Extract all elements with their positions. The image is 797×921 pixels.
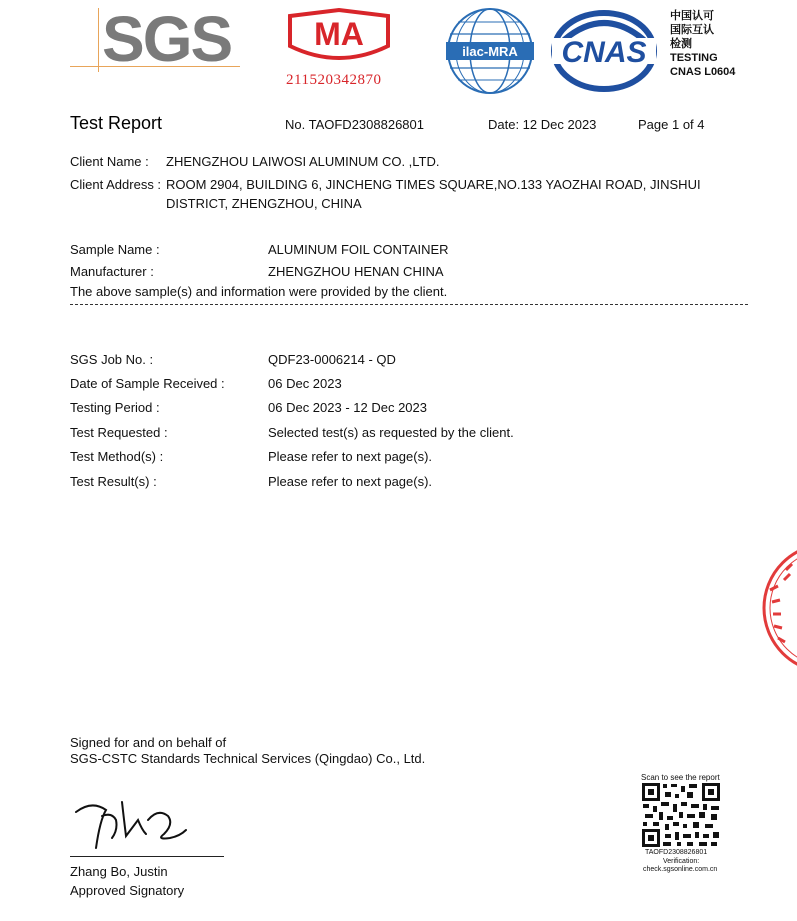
cma-logo (284, 8, 394, 90)
manufacturer-label: Manufacturer : (70, 264, 154, 279)
ilac-globe-icon (444, 6, 536, 96)
job-row-value-1: 06 Dec 2023 (268, 376, 342, 391)
cnas-logo (550, 10, 658, 92)
signature-line (70, 856, 224, 857)
job-row-value-4: Please refer to next page(s). (268, 449, 433, 464)
sample-name-value: ALUMINUM FOIL CONTAINER (268, 242, 449, 257)
qr-verification-url[interactable]: check.sgsonline.com.cn (643, 866, 718, 873)
section-divider (70, 304, 748, 305)
job-row-value-2: 06 Dec 2023 - 12 Dec 2023 (268, 400, 427, 415)
sample-provided-note: The above sample(s) and information were provided by the client. (70, 284, 448, 299)
cnas-mark-icon (550, 10, 658, 92)
client-address-line-1: ROOM 2904, BUILDING 6, JINCHENG TIMES SQUARE,NO.133 YAOZHAI ROAD, JINSHUI (166, 177, 701, 192)
job-row-value-0: QDF23-0006214 - QD (268, 352, 396, 367)
testing-cn-line-2: 国际互认 (670, 24, 714, 36)
cnas-code: CNAS L0604 (670, 66, 736, 78)
company-seal-stamp (756, 540, 797, 676)
qr-caption: Scan to see the report (641, 773, 720, 782)
job-row-value-3: Selected test(s) as requested by the client. (268, 425, 514, 440)
signed-behalf-line-2: SGS-CSTC Standards Technical Services (Qingdao) Co., Ltd. (70, 751, 426, 766)
signed-behalf-line-1: Signed for and on behalf of (70, 735, 227, 750)
job-row-label-4: Test Method(s) : (70, 449, 164, 464)
testing-cn-line-1: 中国认可 (670, 10, 714, 22)
job-row-label-3: Test Requested : (70, 425, 168, 440)
qr-code-icon[interactable] (641, 782, 721, 848)
qr-verification-label: Verification: (663, 858, 700, 865)
client-name-label: Client Name : (70, 154, 149, 169)
handwritten-signature (72, 790, 192, 854)
report-date: Date: 12 Dec 2023 (488, 117, 597, 132)
client-address-line-2: DISTRICT, ZHENGZHOU, CHINA (166, 196, 362, 211)
job-row-label-5: Test Result(s) : (70, 474, 157, 489)
svg-text:ilac-MRA: ilac-MRA (462, 44, 518, 59)
testing-en: TESTING (670, 52, 718, 64)
client-address-label: Client Address : (70, 177, 162, 192)
svg-text:MA: MA (314, 16, 364, 52)
job-row-label-2: Testing Period : (70, 400, 160, 415)
sgs-logo: SGS (70, 8, 240, 72)
client-name-value: ZHENGZHOU LAIWOSI ALUMINUM CO. ,LTD. (166, 154, 440, 169)
job-row-label-1: Date of Sample Received : (70, 376, 225, 391)
report-number: No. TAOFD2308826801 (285, 117, 424, 132)
report-title: Test Report (70, 113, 163, 133)
signatory-role: Approved Signatory (70, 883, 185, 898)
cma-number: 211520342870 (286, 72, 382, 88)
cma-mark-icon (284, 8, 394, 70)
page-indicator: Page 1 of 4 (638, 117, 705, 132)
qr-report-code: TAOFD2308826801 (645, 849, 708, 856)
ilac-mra-logo (444, 6, 536, 96)
svg-text:CNAS: CNAS (561, 36, 647, 69)
testing-cn-line-3: 检测 (670, 38, 692, 50)
cnas-testing-block (670, 9, 735, 79)
job-row-label-0: SGS Job No. : (70, 352, 154, 367)
manufacturer-value: ZHENGZHOU HENAN CHINA (268, 264, 444, 279)
signatory-name: Zhang Bo, Justin (70, 864, 168, 879)
sample-name-label: Sample Name : (70, 242, 160, 257)
job-row-value-5: Please refer to next page(s). (268, 474, 433, 489)
